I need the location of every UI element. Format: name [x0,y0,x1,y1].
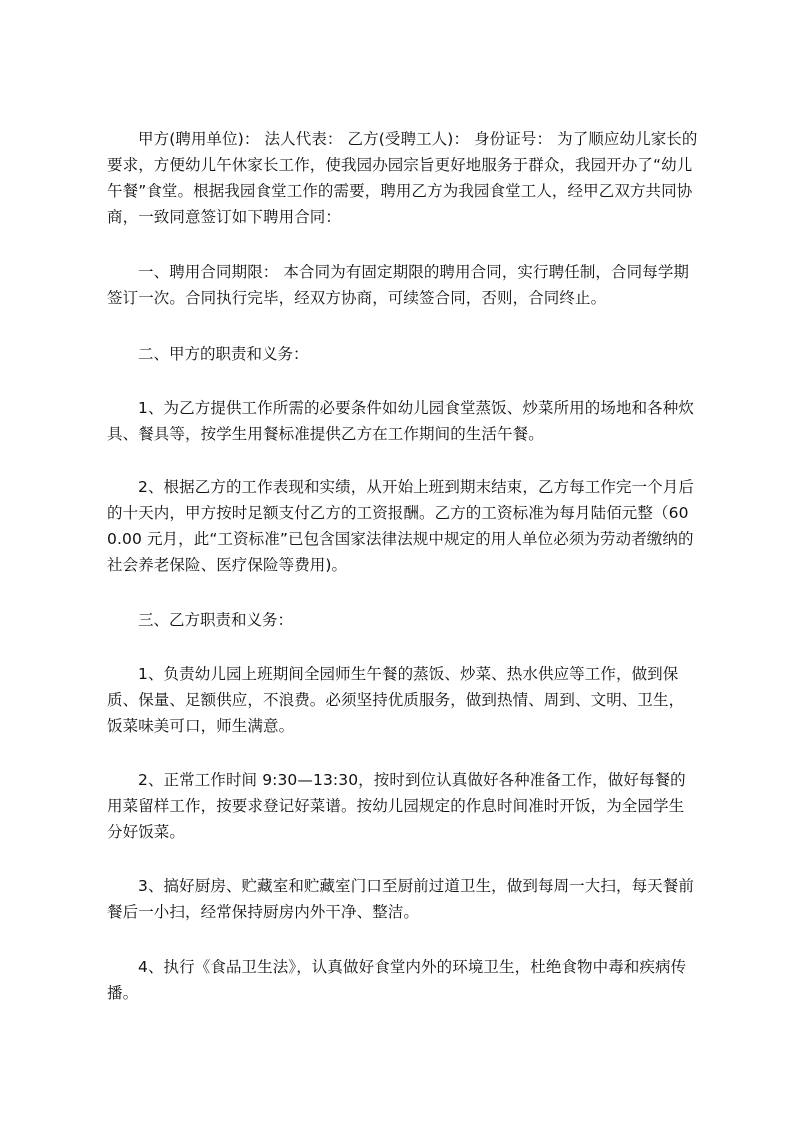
section-3-item-2: 2、正常工作时间 9:30—13:30，按时到位认真做好各种准备工作，做好每餐的用菜留样工作，按要求登记好菜谱。按幼儿园规定的作息时间准时开饭，为全园学生分好饭菜。 [107,771,686,841]
section-3-heading: 三、乙方职责和义务： [138,611,294,629]
section-3-item-4: 4、执行《食品卫生法》，认真做好食堂内外的环境卫生，杜绝食物中毒和疾病传播。 [107,958,687,1002]
section-1-paragraph: 一、聘用合同期限： 本合同为有固定期限的聘用合同，实行聘任制，合同每学期签订一次。合同执行完毕，经双方协商，可续签合同，否则，合同终止。 [107,263,690,307]
section-3-item-3: 3、搞好厨房、贮藏室和贮藏室门口至厨前过道卫生，做到每周一大扫，每天餐前餐后一小扫，经常保持厨房内外干净、整洁。 [107,877,694,921]
intro-paragraph: 甲方(聘用单位)： 法人代表： 乙方(受聘工人)： 身份证号： 为了顺应幼儿家长的要求，方便幼儿午休家长工作，使我园办园宗旨更好地服务于群众，我园开办了“幼儿午餐”食堂。根据我园食堂工作的需要，聘用乙方为我园食堂工人，经甲乙双方共同协商，一致同意签订如下聘用合同： [107,130,698,226]
section-2-item-2: 2、根据乙方的工作表现和实绩，从开始上班到期末结束，乙方每工作完一个月后的十天内，甲方按时足额支付乙方的工资报酬。乙方的工资标准为每月陆佰元整（600.00 元月，此“工资标准”已包含国家法律法规中规定的用人单位必须为劳动者缴纳的社会养老保险、医疗保险等费用)。 [107,478,694,574]
section-3-item-1: 1、负责幼儿园上班期间全园师生午餐的蒸饭、炒菜、热水供应等工作，做到保质、保量、足额供应，不浪费。必须坚持优质服务，做到热情、周到、文明、卫生，饭菜味美可口，师生满意。 [107,665,685,735]
section-2-heading: 二、甲方的职责和义务： [138,345,309,363]
section-2-item-1: 1、为乙方提供工作所需的必要条件如幼儿园食堂蒸饭、炒菜所用的场地和各种炊具、餐具等，按学生用餐标准提供乙方在工作期间的生活午餐。 [107,399,694,443]
